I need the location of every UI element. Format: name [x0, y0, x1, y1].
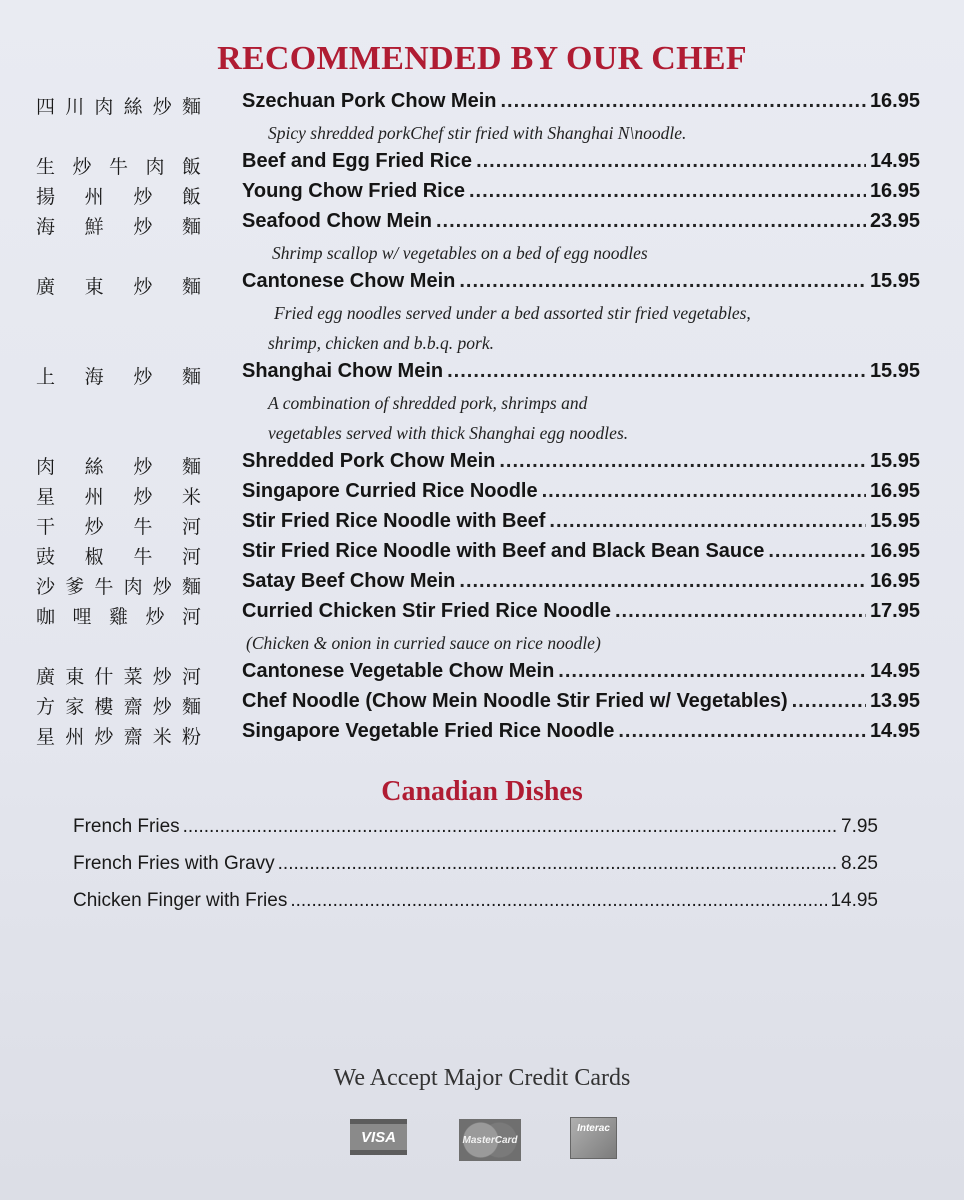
description-text: Fried egg noodles served under a bed assorted stir fried vegetables,: [274, 303, 751, 323]
menu-item-line: [242, 180, 920, 203]
dot-leader: [278, 853, 838, 875]
menu-item: [36, 358, 920, 388]
menu-item-line: [242, 360, 920, 383]
canadian-menu-list: [73, 816, 878, 927]
menu-item: [36, 268, 920, 298]
menu-item: [36, 478, 920, 508]
menu-item-name: Seafood Chow Mein: [242, 210, 432, 232]
dot-leader: [447, 360, 866, 383]
menu-item-line: [242, 510, 920, 533]
menu-item-line: [242, 480, 920, 503]
menu-item: [36, 208, 920, 238]
menu-item-line: [242, 600, 920, 623]
menu-item-chinese-name: 沙 爹 牛 肉 炒 麵: [36, 576, 201, 598]
menu-item: [36, 658, 920, 688]
dot-leader: [459, 570, 866, 593]
menu-item-price: 17.95: [869, 600, 920, 622]
menu-item-price: 8.25: [841, 853, 878, 874]
dot-leader: [499, 450, 866, 473]
menu-item: [36, 568, 920, 598]
menu-item-price: 23.95: [869, 210, 920, 232]
menu-item-line: [242, 570, 920, 593]
credit-card-notice: We Accept Major Credit Cards: [333, 1065, 631, 1091]
menu-item: [36, 448, 920, 478]
menu-item-name: Szechuan Pork Chow Mein: [242, 90, 497, 112]
menu-item-chinese-name: 四 川 肉 絲 炒 麵: [36, 96, 201, 118]
menu-item-chinese-name: 方 家 樓 齋 炒 麵: [36, 696, 201, 718]
menu-item-price: 14.95: [869, 720, 920, 742]
menu-item-chinese-name: 豉 椒 牛 河: [36, 546, 201, 568]
menu-item-name: Stir Fried Rice Noodle with Beef: [242, 510, 546, 532]
menu-item-price: 7.95: [841, 816, 878, 837]
menu-item-price: 15.95: [869, 450, 920, 472]
dot-leader: [183, 816, 838, 838]
menu-item-name: Chicken Finger with Fries: [73, 890, 288, 911]
chef-menu-list: [36, 88, 920, 748]
menu-item-line: [242, 690, 920, 713]
canadian-section-title: Canadian Dishes: [381, 776, 583, 807]
menu-item-price: 16.95: [869, 570, 920, 592]
menu-item: [36, 178, 920, 208]
description-text: Shrimp scallop w/ vegetables on a bed of egg noodles: [272, 243, 648, 263]
description-text: A combination of shredded pork, shrimps and: [268, 393, 588, 413]
menu-item-name: Beef and Egg Fried Rice: [242, 150, 473, 172]
dot-leader: [618, 720, 866, 743]
description-text: Spicy shredded porkChef stir fried with Shanghai N\noodle.: [268, 123, 687, 143]
menu-item-line: [242, 210, 920, 233]
menu-item-name: Young Chow Fried Rice: [242, 180, 465, 202]
dot-leader: [549, 510, 866, 533]
menu-item-price: 15.95: [869, 270, 920, 292]
menu-item-chinese-name: 海 鮮 炒 麵: [36, 216, 201, 238]
menu-item-description: [36, 388, 920, 418]
menu-item-chinese-name: 星 州 炒 米: [36, 486, 201, 508]
menu-item-chinese-name: 上 海 炒 麵: [36, 366, 201, 388]
menu-item-line: [242, 660, 920, 683]
menu-item: [36, 88, 920, 118]
dot-leader: [436, 210, 866, 233]
menu-item-price: 15.95: [869, 360, 920, 382]
menu-item-line: [242, 450, 920, 473]
menu-item: [36, 598, 920, 628]
interac-logo: Interac: [570, 1117, 617, 1159]
description-text: (Chicken & onion in curried sauce on rice noodle): [246, 633, 601, 653]
chef-section-title: RECOMMENDED BY OUR CHEF: [217, 40, 747, 77]
menu-item-description: [36, 118, 920, 148]
menu-item-chinese-name: 廣 東 炒 麵: [36, 276, 201, 298]
menu-item: [36, 538, 920, 568]
dot-leader: [469, 180, 866, 203]
menu-item-name: Chef Noodle (Chow Mein Noodle Stir Fried w/ Vegetables): [242, 690, 788, 712]
canadian-menu-item: [73, 816, 878, 853]
dot-leader: [542, 480, 866, 503]
menu-item-name: French Fries: [73, 816, 180, 837]
menu-item-price: 15.95: [869, 510, 920, 532]
menu-item-price: 14.95: [830, 890, 878, 911]
menu-item-price: 14.95: [869, 150, 920, 172]
visa-logo: VISA: [350, 1119, 407, 1155]
menu-item-chinese-name: 廣 東 什 菜 炒 河: [36, 666, 201, 688]
dot-leader: [615, 600, 866, 623]
dot-leader: [768, 540, 866, 563]
menu-item-price: 16.95: [869, 90, 920, 112]
dot-leader: [558, 660, 866, 683]
canadian-menu-item: [73, 890, 878, 927]
menu-item: [36, 688, 920, 718]
menu-item-line: [242, 270, 920, 293]
menu-item-name: Satay Beef Chow Mein: [242, 570, 456, 592]
menu-item-price: 16.95: [869, 540, 920, 562]
mastercard-logo: MasterCard: [459, 1119, 521, 1161]
menu-item: [36, 148, 920, 178]
menu-item-name: Cantonese Vegetable Chow Mein: [242, 660, 555, 682]
menu-item: [36, 508, 920, 538]
description-text: shrimp, chicken and b.b.q. pork.: [268, 333, 495, 353]
description-text: vegetables served with thick Shanghai egg noodles.: [268, 423, 629, 443]
menu-item-name: Shanghai Chow Mein: [242, 360, 444, 382]
menu-item-name: Cantonese Chow Mein: [242, 270, 456, 292]
menu-item-line: [242, 90, 920, 113]
dot-leader: [792, 690, 866, 713]
menu-item-chinese-name: 生 炒 牛 肉 飯: [36, 156, 201, 178]
menu-item-name: Singapore Vegetable Fried Rice Noodle: [242, 720, 615, 742]
menu-item-name: Stir Fried Rice Noodle with Beef and Black Bean Sauce: [242, 540, 765, 562]
menu-item-line: [242, 150, 920, 173]
credit-card-logos: [0, 1115, 964, 1165]
menu-item-price: 13.95: [869, 690, 920, 712]
menu-item-chinese-name: 肉 絲 炒 麵: [36, 456, 201, 478]
menu-item-name: Curried Chicken Stir Fried Rice Noodle: [242, 600, 611, 622]
menu-item-line: [242, 540, 920, 563]
menu-item-description: [36, 298, 920, 328]
menu-item: [36, 718, 920, 748]
menu-item-description: [36, 238, 920, 268]
menu-item-description: [36, 418, 920, 448]
menu-item-chinese-name: 咖 哩 雞 炒 河: [36, 606, 201, 628]
menu-item-price: 14.95: [869, 660, 920, 682]
menu-item-price: 16.95: [869, 180, 920, 202]
menu-item-line: [242, 720, 920, 743]
dot-leader: [459, 270, 866, 293]
dot-leader: [500, 90, 865, 113]
canadian-menu-item: [73, 853, 878, 890]
menu-item-name: Shredded Pork Chow Mein: [242, 450, 496, 472]
dot-leader: [476, 150, 866, 173]
menu-item-price: 16.95: [869, 480, 920, 502]
menu-item-description: [36, 328, 920, 358]
menu-item-name: French Fries with Gravy: [73, 853, 275, 874]
menu-item-chinese-name: 揚 州 炒 飯: [36, 186, 201, 208]
dot-leader: [290, 890, 827, 912]
menu-item-description: [36, 628, 920, 658]
menu-item-name: Singapore Curried Rice Noodle: [242, 480, 538, 502]
menu-item-chinese-name: 星 州 炒 齋 米 粉: [36, 726, 201, 748]
menu-item-chinese-name: 干 炒 牛 河: [36, 516, 201, 538]
